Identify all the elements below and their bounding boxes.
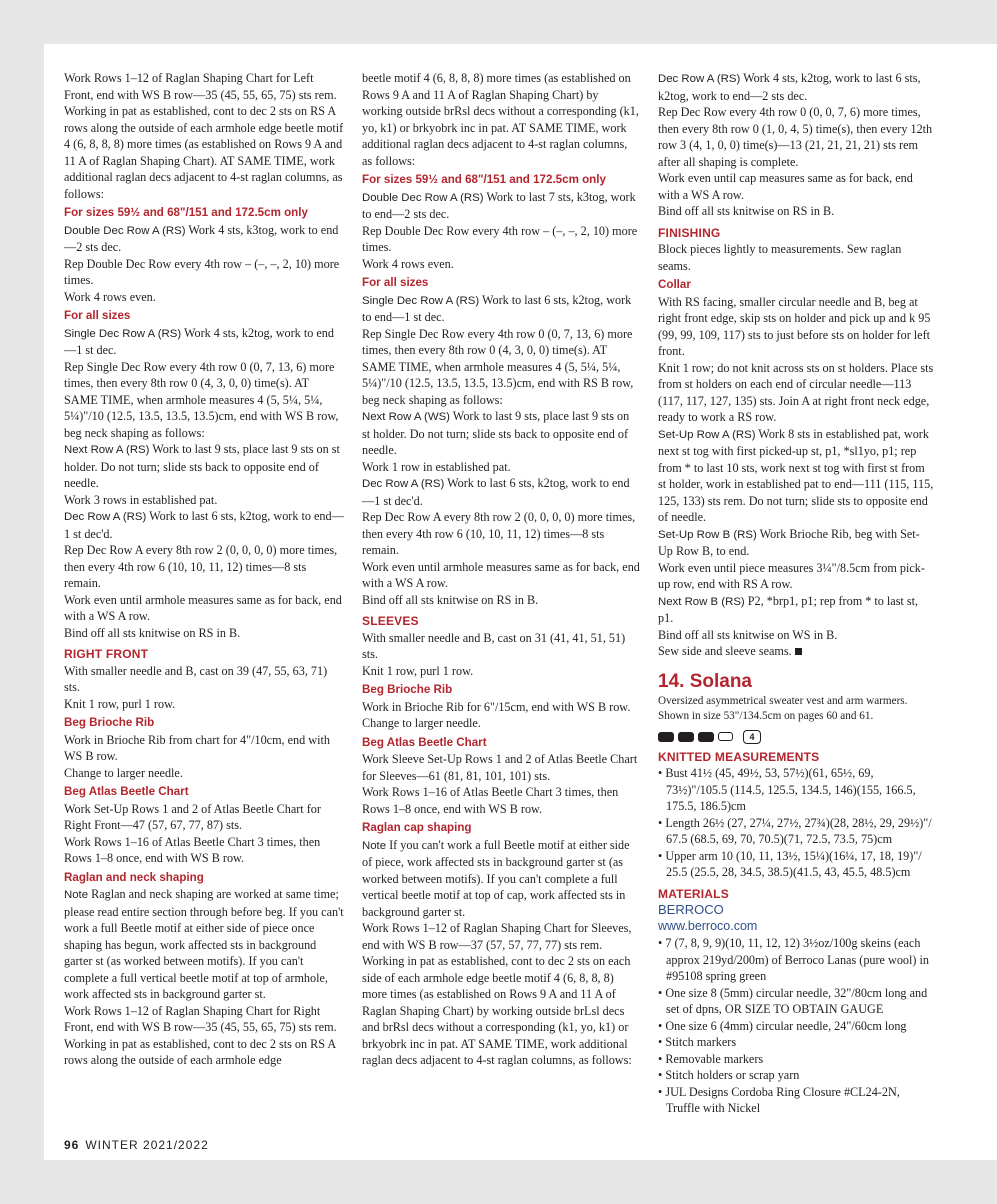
row-text: Work to last 9 sts, place last 9 sts on st holder. Do not turn; slide sts back to opposite end of needle.	[64, 442, 340, 490]
viewer-left-margin	[0, 0, 44, 1204]
subheading: Raglan cap shaping	[362, 821, 472, 834]
section-heading: FINISHING	[658, 225, 721, 240]
bullet-icon: •	[658, 985, 666, 1000]
paragraph: Working in pat as established, cont to dec 2 sts on each side of each armhole edge beetle motif 4 (6, 8, 8, 8) more times (as established on Rows 9 A and 11 A of Raglan Shaping Chart) by working outside brLsl decs and brRsl decs without a corresponding (k1, yo, k1) or brkyobrk inc in pat. AT SAME TIME, work additional raglan decs adjacent to 4-st raglan columns, as follows:	[362, 954, 632, 1067]
paragraph: Rep Dec Row A every 8th row 2 (0, 0, 0, 0) more times, then every 4th row 6 (10, 10, 11, 12) times—8 sts remain.	[362, 510, 636, 557]
row-text: Work Brioche Rib, beg with Set-Up Row B, to end.	[658, 526, 920, 558]
material-item	[658, 1067, 934, 1084]
material-item	[658, 1034, 934, 1051]
row-label: Set-Up Row A (RS)	[658, 428, 756, 441]
bullet-icon: •	[658, 1068, 666, 1082]
pattern-title: 14. Solana	[658, 670, 752, 692]
paragraph: Rep Single Dec Row every 4th row 0 (0, 7, 13, 6) more times, then every 8th row 0 (4, 3, 0, 0) time(s). AT SAME TIME, when armhole measures 4 (5, 5¼, 5¼, 5¼)"/10 (12.5, 13.5, 13.5, 13.5)cm, end with RS B row, beg neck shaping as follows:	[362, 326, 634, 407]
column-2	[362, 70, 640, 1069]
subheading: Collar	[658, 278, 691, 291]
row-instruction	[362, 189, 640, 223]
row-instruction	[658, 70, 934, 104]
row-text: Work to last 9 sts, place last 9 sts on st holder. Do not turn; slide sts back to opposite end of needle.	[362, 409, 630, 457]
paragraph: With smaller needle and B, cast on 39 (47, 55, 63, 71) sts.	[64, 663, 328, 694]
material-item-text: 7 (7, 8, 9, 9)(10, 11, 12, 12) 3½oz/100g skeins (each approx 219yd/200m) of Berroco Lanas (pure wool) in #95108 spring green	[665, 936, 929, 983]
material-item-text: One size 6 (4mm) circular needle, 24"/60cm long	[665, 1018, 907, 1033]
row-instruction	[64, 222, 344, 256]
paragraph: Work Rows 1–12 of Raglan Shaping Chart for Left Front, end with WS B row—35 (45, 55, 65, 75) sts rem.	[64, 71, 337, 102]
row-label: Next Row A (RS)	[64, 444, 150, 456]
subheading: For sizes 59½ and 68"/151 and 172.5cm only	[362, 173, 606, 186]
row-text: Work to last 6 sts, k2tog, work to end—1 st dec.	[362, 292, 632, 324]
measurement-item-text: Length 26½ (27, 27¼, 27½, 27¾)(28, 28½, 29, 29½)"/ 67.5 (68.5, 69, 70, 70.5)(71, 72.5, 73.5, 75)cm	[665, 815, 932, 846]
paragraph: Work even until armhole measures same as for back, end with a WS A row.	[64, 592, 342, 623]
paragraph: With RS facing, smaller circular needle and B, beg at right front edge, skip sts on holder and pick up and k 95 (99, 99, 109, 117) sts to just before sts on holder for left front.	[658, 294, 931, 358]
subheading: Beg Atlas Beetle Chart	[362, 735, 487, 749]
row-instruction	[658, 526, 934, 560]
paragraph: Work Set-Up Rows 1 and 2 of Atlas Beetle Chart for Right Front—47 (57, 67, 77, 87) sts.	[64, 801, 321, 832]
row-text: Work 4 sts, k3tog, work to end—2 sts dec.	[64, 222, 339, 254]
paragraph: Work even until armhole measures same as for back, end with a WS A row.	[362, 559, 640, 590]
row-text: P2, *brp1, p1; rep from * to last st, p1.	[658, 593, 919, 625]
subheading: Beg Atlas Beetle Chart	[64, 785, 189, 798]
row-instruction	[64, 508, 344, 542]
row-instruction	[658, 593, 934, 627]
row-text: Work to last 6 sts, k2tog, work to end—1 st dec'd.	[362, 476, 630, 508]
measurement-item	[658, 848, 934, 881]
paragraph: Work 4 rows even.	[362, 256, 454, 271]
material-item-text: JUL Designs Cordoba Ring Closure #CL24-2N, Truffle with Nickel	[665, 1084, 900, 1115]
material-item	[658, 1051, 934, 1068]
row-instruction	[362, 475, 640, 509]
measurements-list	[658, 765, 934, 881]
viewer-bottom-margin	[0, 1160, 997, 1204]
section-heading: RIGHT FRONT	[64, 647, 149, 661]
page-number: 96	[64, 1138, 80, 1152]
row-label: Double Dec Row A (RS)	[64, 224, 186, 237]
paragraph: Rep Single Dec Row every 4th row 0 (0, 7, 13, 6) more times, then every 8th row 0 (4, 3, 0, 0) time(s). AT SAME TIME, when armhole measures 4 (5, 5¼, 5¼, 5¼)"/10 (12.5, 13.5, 13.5, 13.5)cm, end with WS B row, beg neck shaping as follows:	[64, 359, 339, 440]
paragraph: Work in Brioche Rib from chart for 4"/10cm, end with WS B row.	[64, 732, 330, 763]
row-label: Set-Up Row B (RS)	[658, 528, 757, 541]
bullet-icon: •	[658, 848, 666, 863]
paragraph: Change to larger needle.	[64, 765, 183, 780]
issue-label: WINTER 2021/2022	[85, 1138, 209, 1152]
paragraph: Work in Brioche Rib for 6"/15cm, end with WS B row. Change to larger needle.	[362, 699, 631, 730]
row-text: If you can't work a full Beetle motif at either side of piece, work affected sts in background garter st (as worked between motifs). If you can't complete a full vertical beetle motif at top of cap, work affected sts in background garter st.	[362, 837, 630, 919]
paragraph: Work Sleeve Set-Up Rows 1 and 2 of Atlas Beetle Chart for Sleeves—61 (81, 81, 101, 101) sts.	[362, 752, 638, 783]
section-heading: SLEEVES	[362, 614, 419, 628]
row-text: Raglan and neck shaping are worked at same time; please read entire section through before beg. If you can't work a full Beetle motif at either side of piece once shaping has begun, work affected sts in background garter st (as worked between motifs). If you can't complete a full vertical beetle motif at top of armhole, work affected sts in background garter st.	[64, 887, 344, 1001]
material-item	[658, 985, 934, 1018]
yarn-brand: BERROCO	[658, 902, 724, 917]
subheading: Raglan and neck shaping	[64, 870, 204, 884]
row-instruction	[362, 292, 640, 326]
paragraph: Bind off all sts knitwise on RS in B.	[64, 625, 241, 640]
paragraph: Knit 1 row, purl 1 row.	[362, 663, 474, 678]
final-instruction: Sew side and sleeve seams.	[658, 643, 934, 660]
bullet-icon: •	[658, 1084, 666, 1099]
row-instruction	[658, 426, 934, 526]
paragraph: Working in pat as established, cont to dec 2 sts on RS A rows along the outside of each armhole edge beetle motif 4 (6, 8, 8, 8) more times (as established on Rows 9 A and 11 A of Raglan Shaping Chart). AT SAME TIME, work additional raglan decs adjacent to 4-st raglan columns, as follows:	[64, 104, 344, 201]
paragraph: Working in pat as established, cont to dec 2 sts on RS A rows along the outside of each armhole edge	[64, 1036, 336, 1067]
bullet-icon: •	[658, 936, 666, 950]
material-item	[658, 1018, 934, 1035]
material-item	[658, 1084, 934, 1117]
bullet-icon: •	[658, 815, 666, 830]
paragraph: Bind off all sts knitwise on WS in B.	[658, 627, 838, 642]
paragraph: Bind off all sts knitwise on RS in B.	[658, 204, 835, 218]
row-instruction	[362, 837, 640, 921]
row-instruction	[362, 408, 640, 459]
bullet-icon: •	[658, 766, 666, 780]
paragraph: beetle motif 4 (6, 8, 8, 8) more times (as established on Rows 9 A and 11 A of Raglan Shaping Chart) by working outside brRsl decs without a corresponding (k1, yo, k1) or brkyobrk inc in pat. AT SAME TIME, work additional raglan decs adjacent to 4-st raglan columns, as follows:	[362, 71, 639, 168]
finishing-section	[658, 70, 934, 643]
skill-pill-icon	[658, 732, 674, 742]
row-label: Note	[362, 839, 387, 852]
paragraph: Work 3 rows in established pat.	[64, 492, 218, 507]
paragraph: Rep Dec Row every 4th row 0 (0, 0, 7, 6) more times, then every 8th row 0 (1, 0, 4, 5) time(s), then every 12th row 3 (4, 1, 0, 0) time(s)—13 (21, 21, 21, 21) sts rem after all shaping is complete.	[658, 105, 933, 169]
end-mark-icon	[795, 648, 802, 655]
paragraph: Knit 1 row, purl 1 row.	[64, 696, 176, 711]
row-text: Work to last 7 sts, k3tog, work to end—2 sts dec.	[362, 189, 636, 221]
pattern-intro: Oversized asymmetrical sweater vest and arm warmers. Shown in size 53"/134.5cm on pages 60 and 61.	[658, 694, 908, 722]
paragraph: Rep Double Dec Row every 4th row – (–, –, 2, 10) more times.	[64, 256, 340, 287]
subheading: Beg Brioche Rib	[362, 683, 453, 696]
paragraph: Work Rows 1–12 of Raglan Shaping Chart for Right Front, end with WS B row—35 (45, 55, 65, 75) sts rem.	[64, 1003, 337, 1034]
paragraph: Knit 1 row; do not knit across sts on st holders. Place sts from st holders on each end of circular needle—113 (117, 117, 127, 135) sts. Join A at right front neck edge, ready to work a RS row.	[658, 360, 934, 424]
measurement-item	[658, 765, 934, 815]
paragraph: Rep Double Dec Row every 4th row – (–, –, 2, 10) more times.	[362, 223, 638, 254]
subheading: For all sizes	[64, 309, 131, 322]
row-label: Dec Row A (RS)	[64, 511, 147, 523]
row-label: Double Dec Row A (RS)	[362, 191, 484, 204]
subheading: For all sizes	[362, 276, 429, 289]
paragraph: Rep Dec Row A every 8th row 2 (0, 0, 0, 0) more times, then every 4th row 6 (10, 10, 11, 12) times—8 sts remain.	[64, 543, 338, 590]
column-1	[64, 70, 344, 1069]
skill-pill-icon	[678, 732, 694, 742]
row-label: Single Dec Row A (RS)	[362, 294, 480, 307]
row-text: Work 4 sts, k2tog, work to last 6 sts, k2tog, work to end—2 sts dec.	[658, 71, 921, 103]
row-label: Dec Row A (RS)	[362, 478, 445, 490]
material-item-text: Stitch markers	[665, 1035, 737, 1049]
skill-pill-icon	[698, 732, 714, 742]
subheading: Beg Brioche Rib	[64, 716, 155, 729]
skill-pill-empty-icon	[718, 732, 733, 741]
paragraph: Work even until piece measures 3¼"/8.5cm from pick-up row, end with RS A row.	[658, 560, 925, 591]
row-text: Work to last 6 sts, k2tog, work to end—1 st dec'd.	[64, 509, 344, 541]
row-label: Dec Row A (RS)	[658, 73, 741, 85]
material-item-text: Removable markers	[665, 1051, 764, 1066]
row-instruction	[64, 441, 344, 492]
paragraph: Work Rows 1–16 of Atlas Beetle Chart 3 times, then Rows 1–8 once, end with WS B row.	[64, 834, 321, 865]
bullet-icon: •	[658, 1035, 666, 1049]
row-text: Work 4 sts, k2tog, work to end—1 st dec.	[64, 325, 334, 357]
paragraph: Work Rows 1–12 of Raglan Shaping Chart for Sleeves, end with WS B row—37 (57, 57, 77, 77) sts rem.	[362, 921, 632, 952]
subheading: For sizes 59½ and 68"/151 and 172.5cm only	[64, 206, 308, 219]
measurement-item-text: Upper arm 10 (10, 11, 13½, 15¼)(16¼, 17, 18, 19)"/ 25.5 (25.5, 28, 34.5, 38.5)(41.5, 43, 45.5, 48.5)cm	[665, 848, 922, 879]
material-item	[658, 935, 934, 985]
material-item-text: One size 8 (5mm) circular needle, 32"/80cm long and set of dpns, OR SIZE TO OBTAIN GAUGE	[665, 985, 928, 1016]
paragraph: Work 4 rows even.	[64, 289, 156, 304]
page-folio	[64, 1138, 209, 1152]
paragraph: Work even until cap measures same as for back, end with a WS A row.	[658, 171, 913, 202]
row-label: Note	[64, 889, 89, 901]
row-instruction	[64, 886, 344, 1003]
measurement-item	[658, 815, 934, 848]
paragraph: Bind off all sts knitwise on RS in B.	[362, 592, 539, 607]
column-3	[658, 70, 934, 1117]
yarn-weight-badge: 4	[743, 730, 761, 744]
skill-level-indicator	[658, 730, 934, 744]
measurement-item-text: Bust 41½ (45, 49½, 53, 57½)(61, 65½, 69, 73½)"/105.5 (114.5, 125.5, 134.5, 146)(155, 166.5, 175.5, 186.5)cm	[665, 766, 916, 813]
row-label: Next Row B (RS)	[658, 595, 745, 608]
materials-heading: MATERIALS	[658, 886, 729, 901]
material-item-text: Stitch holders or scrap yarn	[665, 1068, 800, 1082]
bullet-icon: •	[658, 1018, 666, 1033]
paragraph: Block pieces lightly to measurements. Sew raglan seams.	[658, 242, 902, 273]
paragraph: Work Rows 1–16 of Atlas Beetle Chart 3 times, then Rows 1–8 once, end with WS B row.	[362, 785, 619, 816]
materials-list	[658, 935, 934, 1117]
brand-url[interactable]: www.berroco.com	[658, 919, 758, 933]
row-label: Next Row A (WS)	[362, 411, 450, 423]
paragraph: With smaller needle and B, cast on 31 (41, 41, 51, 51) sts.	[362, 630, 626, 661]
measurements-heading: KNITTED MEASUREMENTS	[658, 749, 820, 764]
bullet-icon: •	[658, 1051, 666, 1066]
viewer-top-margin	[0, 0, 997, 44]
row-text: Work 8 sts in established pat, work next st tog with first picked-up st, p1, *sl1yo, p1; rep from * to last 10 sts, work next st tog with first st from st holder, work in established pat to end—111 (115, 115, 125, 133) sts rem. Do not turn; slide sts to opposite end of needle.	[658, 426, 934, 524]
row-instruction	[64, 325, 344, 359]
paragraph: Work 1 row in established pat.	[362, 459, 511, 474]
row-label: Single Dec Row A (RS)	[64, 327, 182, 340]
